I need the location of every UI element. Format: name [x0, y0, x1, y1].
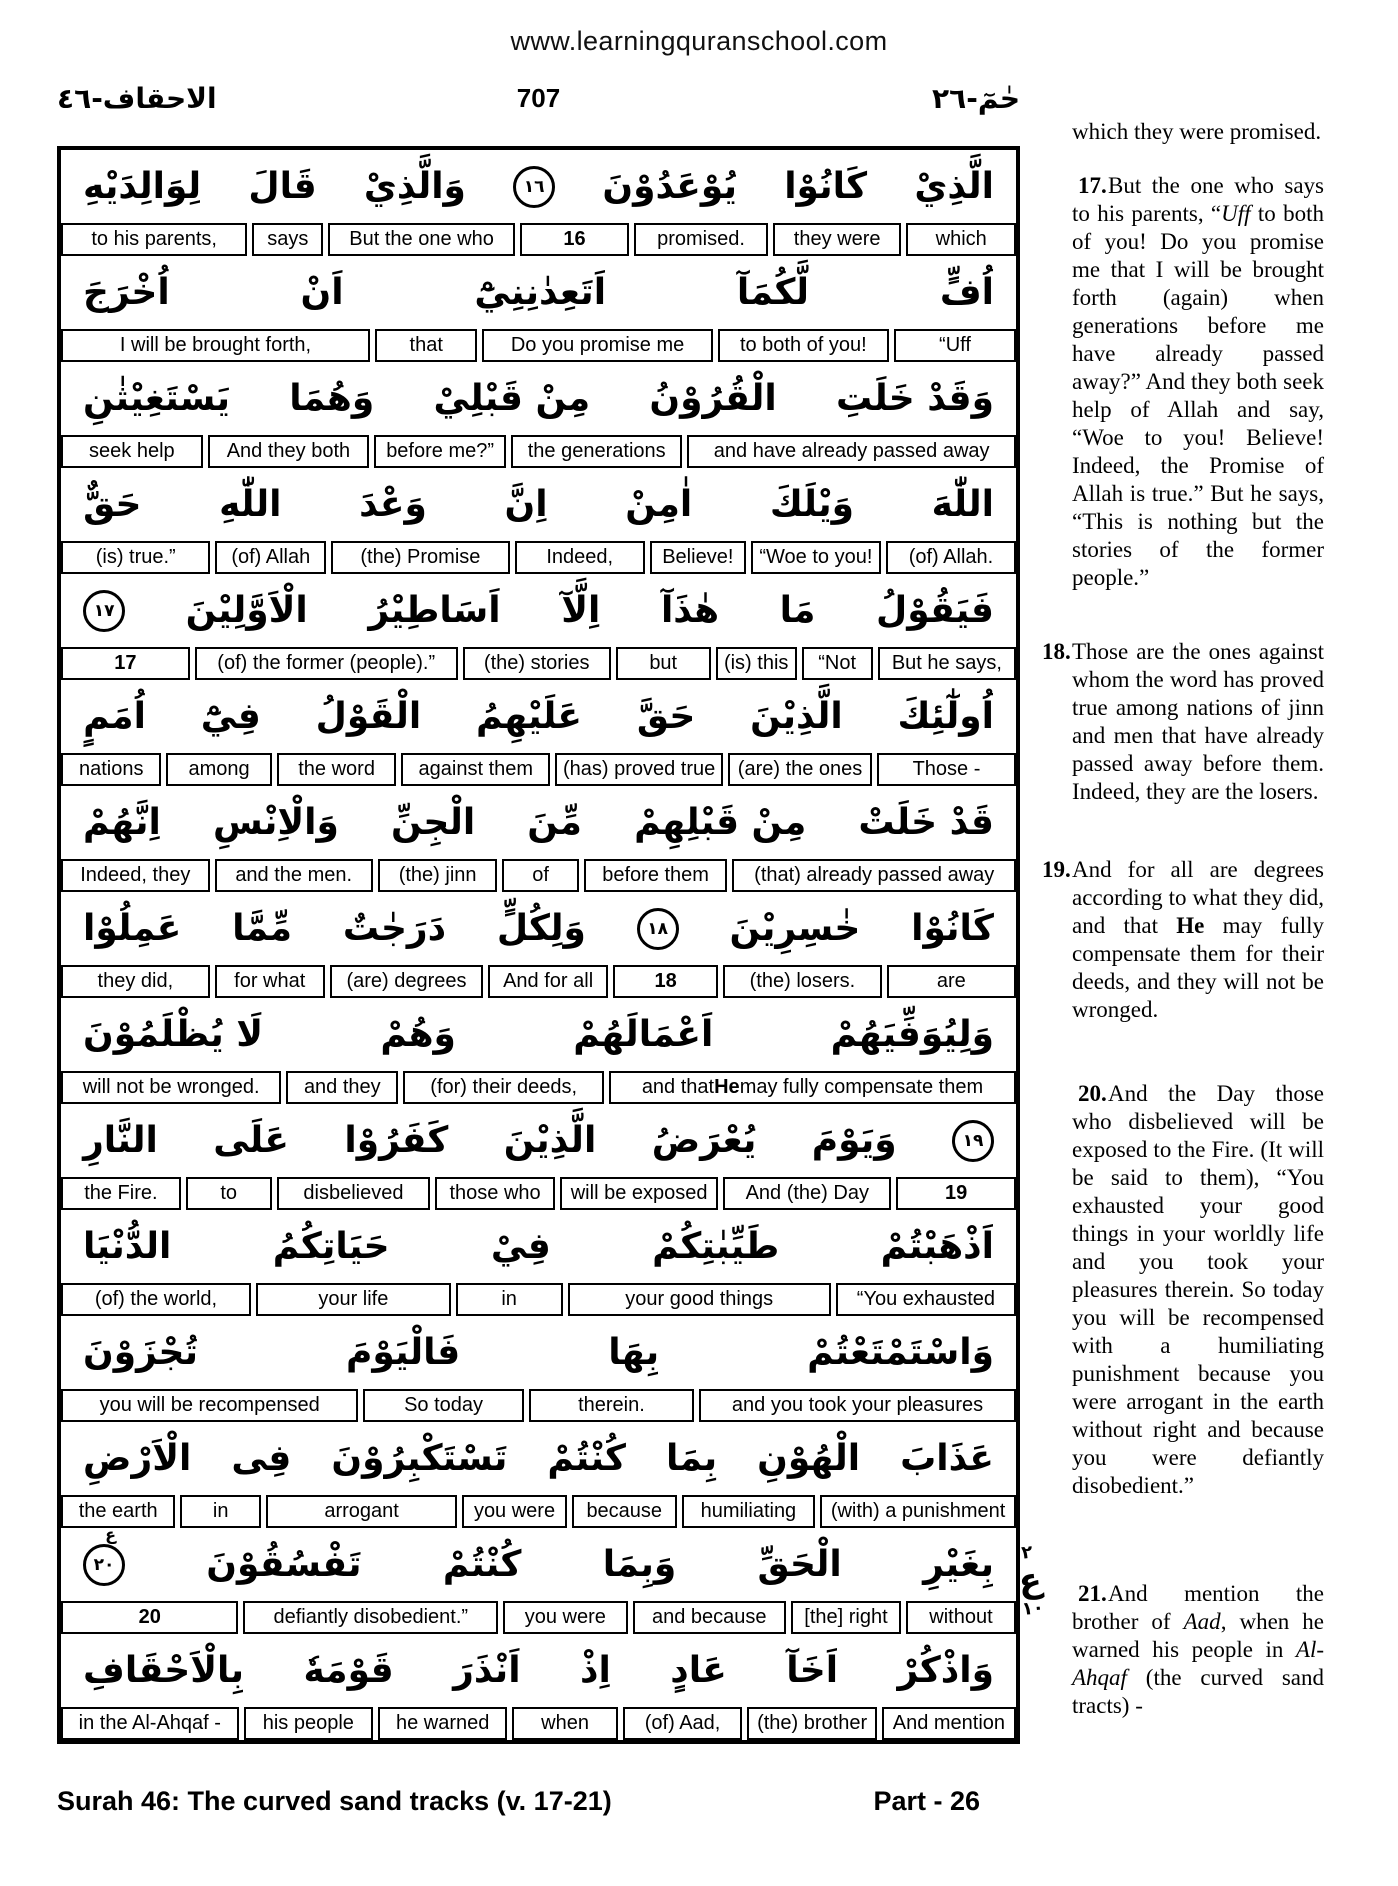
- translation-cell: are: [887, 965, 1016, 998]
- arabic-word: حَقٌّ: [83, 484, 142, 525]
- ruku-count-top: ٢: [1020, 1541, 1034, 1564]
- arabic-word: اَنْذَرَ: [453, 1650, 521, 1691]
- arabic-word: عَلَيْهِمُ: [476, 696, 583, 737]
- arabic-word: لَا يُظْلَمُوْنَ: [83, 1014, 264, 1055]
- arabic-word: بِالْاَحْقَافِ: [83, 1650, 245, 1691]
- arabic-word: قَوْمَهٗ: [303, 1650, 394, 1691]
- arabic-word: فِيْ: [490, 1226, 551, 1267]
- translation-cell: before me?”: [374, 435, 506, 468]
- arabic-line: [61, 362, 1016, 435]
- translation-cell: Believe!: [650, 541, 746, 574]
- verse-number: 21.: [1078, 1581, 1107, 1606]
- translation-cell: your good things: [568, 1283, 831, 1316]
- translation-cell: therein.: [529, 1389, 694, 1422]
- arabic-word: اَعْمَالَهُمْ: [573, 1014, 714, 1055]
- word-translation-row: [61, 647, 1016, 680]
- translation-cell: you were: [503, 1601, 627, 1634]
- arabic-word: بِمَا: [665, 1438, 718, 1479]
- translation-cell: (of) Aad,: [623, 1707, 743, 1740]
- verse-translation: [1042, 172, 1324, 592]
- arabic-word: اَسَاطِيْرُ: [368, 590, 501, 631]
- verse-translation: [1042, 856, 1324, 1024]
- arabic-word: يُعْرَضُ: [651, 1120, 757, 1161]
- word-translation-row: [61, 329, 1016, 362]
- arabic-word: النَّارِ: [83, 1120, 158, 1161]
- arabic-word: خٰسِرِيْنَ: [729, 908, 861, 949]
- translation-cell: So today: [363, 1389, 523, 1422]
- arabic-word: طَيِّبٰتِكُمْ: [652, 1226, 780, 1267]
- translation-cell: Indeed,: [515, 541, 645, 574]
- translation-cell: and they: [286, 1071, 398, 1104]
- arabic-word: مَا: [779, 590, 816, 631]
- verse-translation-text: And mention the brother of Aad, when he warned his people in Al-Ahqaf (the curved sand tracts) -: [1072, 1581, 1325, 1718]
- arabic-word: اَذْهَبْتُمْ: [880, 1226, 994, 1267]
- website-url: www.learningquranschool.com: [510, 26, 888, 56]
- arabic-word: وَلِكُلٍّ: [496, 908, 586, 949]
- arabic-word: الْحَقِّ: [757, 1544, 842, 1585]
- arabic-word: اِنَّهُمْ: [83, 802, 161, 843]
- word-translation-row: [61, 1177, 1016, 1210]
- arabic-word: عَادٍ: [670, 1650, 727, 1691]
- translation-cell: they were: [773, 223, 902, 256]
- arabic-word: عَذَابَ: [900, 1438, 994, 1479]
- arabic-line: [61, 1422, 1016, 1495]
- translation-cell: but: [616, 647, 711, 680]
- verse-end-marker: ٢٠ ع: [83, 1544, 125, 1586]
- arabic-word: وَيَوْمَ: [811, 1120, 897, 1161]
- arabic-word: فِى: [231, 1438, 292, 1479]
- arabic-line: [61, 1104, 1016, 1177]
- translation-cell: without: [906, 1601, 1016, 1634]
- verse-translation-text: And the Day those who disbelieved will be exposed to the Fire. (It will be said to them), “You exhausted your good things in your worldly life and you took your pleasures therein. So today you will be recompensed with a humiliating punishment because you were arrogant in the earth without right and because you were defiantly disobedient.”: [1072, 1081, 1324, 1498]
- verse-translation: [1042, 1080, 1324, 1500]
- arabic-word: تُجْزَوْنَ: [83, 1332, 198, 1373]
- page-header: [57, 82, 1020, 115]
- translation-cell: and have already passed away: [687, 435, 1016, 468]
- arabic-word: يَسْتَغِيْثٰنِ: [83, 378, 230, 419]
- translation-cell: before them: [584, 859, 728, 892]
- translation-cell: Those -: [877, 753, 1016, 786]
- translation-cell: seek help: [61, 435, 203, 468]
- arabic-word: الْجِنِّ: [390, 802, 476, 843]
- translation-cell: (of) the world,: [61, 1283, 251, 1316]
- verse-translation: [1042, 1580, 1324, 1720]
- arabic-word: فَالْيَوْمَ: [346, 1332, 461, 1373]
- translation-cell: to both of you!: [718, 329, 889, 362]
- arabic-word: اِلَّآ: [561, 590, 601, 631]
- arabic-word: يُوْعَدُوْنَ: [602, 166, 737, 207]
- arabic-word: وَهُمَا: [289, 378, 375, 419]
- arabic-word: كُنْتُمْ: [442, 1544, 522, 1585]
- translation-cell: to: [186, 1177, 272, 1210]
- verse-number-cell: 19: [896, 1177, 1016, 1210]
- translation-cell: “Woe to you!: [751, 541, 881, 574]
- translation-cell: against them: [401, 753, 550, 786]
- translation-cell: (is) this: [716, 647, 797, 680]
- verse-number: 18.: [1042, 639, 1071, 664]
- translation-cell: when: [512, 1707, 617, 1740]
- word-translation-row: [61, 541, 1016, 574]
- word-translation-row: [61, 1283, 1016, 1316]
- ruku-count-bottom: ١٠: [1020, 1596, 1045, 1620]
- translation-cell: to his parents,: [61, 223, 247, 256]
- translation-cell: defiantly disobedient.”: [243, 1601, 498, 1634]
- translation-cell: arrogant: [266, 1495, 457, 1528]
- arabic-word: اللّٰهِ: [219, 484, 282, 525]
- surah-footer-title: Surah 46: The curved sand tracks (v. 17-21): [57, 1786, 612, 1816]
- translation-cell: (the) jinn: [378, 859, 498, 892]
- verse-translation-text: which they were promised.: [1072, 119, 1322, 144]
- verse-translation: [1042, 638, 1324, 806]
- translation-cell: But the one who: [328, 223, 514, 256]
- translation-cell: (that) already passed away: [732, 859, 1016, 892]
- word-translation-row: [61, 1071, 1016, 1104]
- translation-cell: (for) their deeds,: [403, 1071, 604, 1104]
- arabic-word: الْاَرْضِ: [83, 1438, 192, 1479]
- arabic-line: [61, 786, 1016, 859]
- arabic-word: وَبِمَا: [602, 1544, 677, 1585]
- translation-cell: Indeed, they: [61, 859, 210, 892]
- translation-cell: (are) degrees: [330, 965, 484, 998]
- arabic-word: بِهَا: [608, 1332, 660, 1373]
- word-translation-row: [61, 223, 1016, 256]
- translation-cell: (are) the ones: [728, 753, 872, 786]
- verse-number-cell: 20: [61, 1601, 238, 1634]
- arabic-line: [61, 998, 1016, 1071]
- translation-cell: because: [572, 1495, 677, 1528]
- translation-column: [1042, 118, 1324, 1720]
- word-translation-row: [61, 1389, 1016, 1422]
- arabic-word: الْاَوَّلِيْنَ: [185, 590, 308, 631]
- verse-translation-text: But the one who says to his parents, “Uff to both of you! Do you promise me that I will be brought forth (again) when generations before me have already passed away?” And they both seek help of Allah and say, “Woe to you! Believe! Indeed, the Promise of Allah is true.” But he says, “This is nothing but the stories of the former people.”: [1072, 173, 1324, 590]
- arabic-word: وَلِيُوَفِّيَهُمْ: [830, 1014, 994, 1055]
- arabic-line: [61, 150, 1016, 223]
- translation-cell: and the men.: [215, 859, 373, 892]
- word-translation-row: [61, 859, 1016, 892]
- translation-cell: and that He may fully compensate them: [609, 1071, 1016, 1104]
- translation-cell: in: [180, 1495, 261, 1528]
- arabic-word: اللّٰهَ: [931, 484, 994, 525]
- arabic-word: اَخَآ: [786, 1650, 839, 1691]
- arabic-word: لَّكُمَآ: [736, 272, 809, 313]
- translation-cell: says: [252, 223, 323, 256]
- verse-end-marker: ١٨: [637, 908, 679, 950]
- arabic-word: مِّنَ: [527, 802, 582, 843]
- arabic-word: بِغَيْرِ: [923, 1544, 994, 1585]
- translation-cell: (of) Allah: [215, 541, 326, 574]
- arabic-word: حَيَاتِكُمُ: [272, 1226, 390, 1267]
- verse-translation-text: And for all are degrees according to what they did, and that He may fully compensate them for their deeds, and they will not be wronged.: [1072, 857, 1324, 1022]
- arabic-word: اُفٍّ: [939, 272, 994, 313]
- translation-cell: you were: [462, 1495, 567, 1528]
- arabic-word: الدُّنْيَا: [83, 1226, 172, 1267]
- translation-cell: the earth: [61, 1495, 175, 1528]
- arabic-word: الْهُوْنِ: [757, 1438, 861, 1479]
- verse-end-marker: ١٧: [83, 590, 125, 632]
- translation-cell: of: [502, 859, 578, 892]
- arabic-word: اَتَعِدٰنِنِيْٓ: [474, 272, 607, 313]
- word-translation-row: [61, 965, 1016, 998]
- translation-cell: “Uff: [894, 329, 1016, 362]
- word-translation-row: [61, 753, 1016, 786]
- arabic-word: وَالَّذِيْ: [363, 166, 466, 207]
- juz-name-arabic: حٰمٓ-٢٦: [932, 82, 1020, 115]
- translation-cell: And they both: [208, 435, 369, 468]
- arabic-line: [61, 1634, 1016, 1707]
- translation-cell: [the] right: [791, 1601, 901, 1634]
- arabic-word: لِوَالِدَيْهِ: [83, 166, 202, 207]
- arabic-word: كَانُوْا: [784, 166, 868, 207]
- arabic-word: وَاذْكُرْ: [897, 1650, 994, 1691]
- translation-cell: “Not: [802, 647, 873, 680]
- translation-cell: in: [456, 1283, 563, 1316]
- translation-cell: And for all: [488, 965, 608, 998]
- arabic-word: حَقَّ: [636, 696, 696, 737]
- translation-cell: his people: [244, 1707, 373, 1740]
- arabic-word: الَّذِيْنَ: [750, 696, 843, 737]
- page-number: 707: [516, 83, 561, 113]
- translation-cell: And (the) Day: [723, 1177, 891, 1210]
- translation-cell: (the) Promise: [331, 541, 510, 574]
- verse-number: 20.: [1078, 1081, 1107, 1106]
- translation-cell: Do you promise me: [482, 329, 712, 362]
- verse-end-marker: ١٦: [513, 166, 555, 208]
- arabic-word: فَيَقُوْلُ: [876, 590, 994, 631]
- arabic-word: دَرَجٰتٌ: [342, 908, 447, 949]
- arabic-word: وَقَدْ خَلَتِ: [835, 378, 994, 419]
- arabic-word: اِذْ: [579, 1650, 611, 1691]
- translation-cell: (the) stories: [463, 647, 611, 680]
- surah-name-arabic: الاحقاف-٤٦: [57, 82, 217, 115]
- arabic-line: [61, 892, 1016, 965]
- arabic-line: [61, 574, 1016, 647]
- translation-cell: those who: [435, 1177, 555, 1210]
- arabic-word: وَيْلَكَ: [769, 484, 854, 525]
- arabic-word: الْقُرُوْنُ: [649, 378, 777, 419]
- arabic-word: عَلَى: [213, 1120, 289, 1161]
- arabic-word: اُخْرَجَ: [83, 272, 170, 313]
- translation-cell: “You exhausted: [836, 1283, 1016, 1316]
- translation-cell: your life: [256, 1283, 451, 1316]
- word-translation-row: [61, 435, 1016, 468]
- translation-cell: And mention: [882, 1707, 1016, 1740]
- arabic-word: مِنْ قَبْلِهِمْ: [634, 802, 807, 843]
- arabic-word: كَانُوْا: [911, 908, 994, 949]
- arabic-word: مِّمَّا: [232, 908, 293, 949]
- translation-cell: (with) a punishment: [820, 1495, 1016, 1528]
- verse-number-cell: 18: [613, 965, 718, 998]
- verse-translation: [1042, 118, 1324, 146]
- translation-cell: the word: [277, 753, 397, 786]
- arabic-line: [61, 468, 1016, 541]
- translation-cell: that: [375, 329, 477, 362]
- arabic-word: وَاسْتَمْتَعْتُمْ: [807, 1332, 994, 1373]
- verse-end-marker: ١٩: [952, 1120, 994, 1162]
- arabic-word: الْقَوْلُ: [315, 696, 422, 737]
- translation-cell: I will be brought forth,: [61, 329, 370, 362]
- translation-cell: for what: [215, 965, 325, 998]
- translation-cell: you will be recompensed: [61, 1389, 358, 1422]
- arabic-word: قَالَ: [248, 166, 317, 207]
- arabic-line: [61, 1316, 1016, 1389]
- arabic-word: قَدْ خَلَتْ: [858, 802, 994, 843]
- translation-cell: (of) the former (people).”: [195, 647, 458, 680]
- translation-cell: (of) Allah.: [886, 541, 1016, 574]
- arabic-word: الَّذِيْنَ: [503, 1120, 597, 1161]
- translation-cell: But he says,: [878, 647, 1016, 680]
- arabic-word: كَفَرُوْا: [344, 1120, 449, 1161]
- translation-cell: among: [166, 753, 271, 786]
- translation-cell: he warned: [378, 1707, 507, 1740]
- translation-cell: (the) losers.: [723, 965, 881, 998]
- arabic-word: فِيْٓ: [200, 696, 261, 737]
- translation-cell: (is) true.”: [61, 541, 210, 574]
- translation-cell: promised.: [634, 223, 768, 256]
- translation-cell: humiliating: [682, 1495, 816, 1528]
- arabic-word: وَالْاِنْسِ: [212, 802, 339, 843]
- arabic-word: اُمَمٍ: [83, 696, 146, 737]
- translation-cell: disbelieved: [277, 1177, 431, 1210]
- arabic-word: تَسْتَكْبِرُوْنَ: [331, 1438, 508, 1479]
- arabic-word: مِنْ قَبْلِيْ: [433, 378, 591, 419]
- ain-icon: ع: [1016, 1559, 1044, 1603]
- arabic-word: اَنْ: [300, 272, 344, 313]
- arabic-word: اِنَّ: [504, 484, 548, 525]
- translation-cell: and because: [633, 1601, 786, 1634]
- arabic-word: هٰذَآ: [660, 590, 720, 631]
- translation-cell: they did,: [61, 965, 210, 998]
- arabic-word: كُنْتُمْ: [547, 1438, 626, 1479]
- ruku-margin-marker: [998, 1541, 1061, 1620]
- translation-cell: in the Al-Ahqaf -: [61, 1707, 239, 1740]
- verse-translation-text: Those are the ones against whom the word has proved true among nations of jinn and men that have already passed away before them. Indeed, they are the losers.: [1072, 639, 1324, 804]
- arabic-line: [61, 256, 1016, 329]
- translation-cell: (the) brother: [747, 1707, 876, 1740]
- word-by-word-table: [57, 146, 1020, 1744]
- arabic-word: اٰمِنْ: [625, 484, 693, 525]
- arabic-line: [61, 680, 1016, 753]
- translation-cell: will be exposed: [560, 1177, 718, 1210]
- arabic-word: وَهُمْ: [380, 1014, 456, 1055]
- part-number: Part - 26: [873, 1786, 980, 1816]
- arabic-word: عَمِلُوْا: [83, 908, 182, 949]
- verse-number-cell: 16: [520, 223, 630, 256]
- translation-cell: the Fire.: [61, 1177, 181, 1210]
- translation-cell: nations: [61, 753, 161, 786]
- word-translation-row: [61, 1495, 1016, 1528]
- arabic-line: [61, 1524, 1016, 1601]
- arabic-word: اُولٰٓئِكَ: [897, 696, 994, 737]
- verse-number-cell: 17: [61, 647, 190, 680]
- word-translation-row: [61, 1707, 1016, 1740]
- translation-cell: the generations: [511, 435, 682, 468]
- arabic-word: تَفْسُقُوْنَ: [206, 1544, 362, 1585]
- arabic-word: وَعْدَ: [359, 484, 427, 525]
- translation-cell: which: [906, 223, 1016, 256]
- word-translation-row: [61, 1601, 1016, 1634]
- arabic-line: [61, 1210, 1016, 1283]
- translation-cell: will not be wronged.: [61, 1071, 281, 1104]
- translation-cell: and you took your pleasures: [699, 1389, 1016, 1422]
- translation-cell: (has) proved true: [555, 753, 723, 786]
- verse-number: 17.: [1078, 173, 1107, 198]
- verse-number: 19.: [1042, 857, 1071, 882]
- arabic-word: الَّذِيْ: [914, 166, 994, 207]
- sajda-ain-mark: ع: [105, 1524, 116, 1544]
